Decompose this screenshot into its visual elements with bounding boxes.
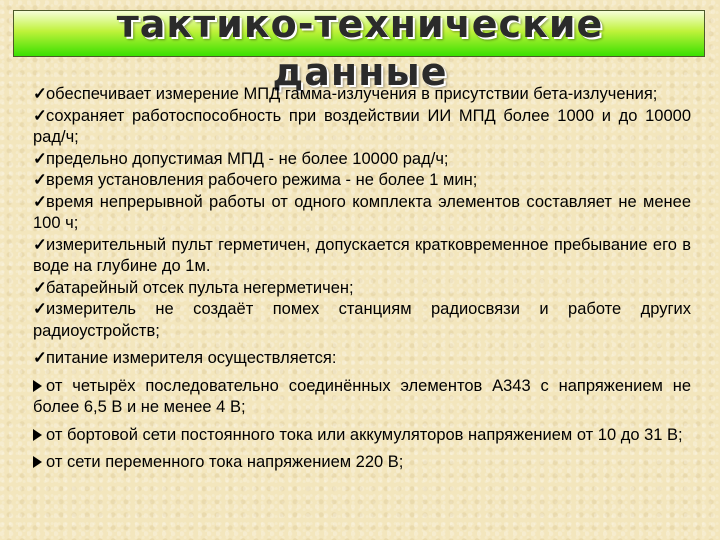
item-text: измеритель не создаёт помех станциям радиосвязи и работе других радиоустройств; [33, 300, 691, 340]
list-item [33, 299, 691, 342]
item-text: от бортовой сети постоянного тока или аккумуляторов напряжением от 10 до 31 В; [46, 425, 683, 444]
list-item [33, 348, 691, 370]
item-text: сохраняет работоспособность при воздействии ИИ МПД более 1000 и до 10000 рад/ч; [33, 106, 691, 146]
item-text: предельно допустимая МПД - не более 10000 рад/ч; [46, 149, 449, 168]
list-item [33, 149, 691, 171]
checkmark-icon: ✓ [33, 235, 47, 254]
checkmark-icon: ✓ [33, 300, 47, 318]
checkmark-icon: ✓ [33, 149, 47, 168]
specs-list [33, 84, 691, 474]
list-item [33, 170, 691, 192]
checkmark-icon: ✓ [33, 106, 47, 125]
list-item [33, 452, 691, 474]
checkmark-icon: ✓ [33, 171, 47, 189]
item-text: от сети переменного тока напряжением 220 В; [46, 453, 404, 471]
item-text: обеспечивает измерение МПД гамма-излучения в присутствии бета-излучения; [46, 85, 658, 103]
list-item [33, 106, 691, 149]
list-item [33, 84, 691, 106]
slide-title [0, 0, 720, 96]
title-line-2: данные [272, 50, 448, 94]
checkmark-icon: ✓ [33, 278, 47, 297]
item-text: батарейный отсек пульта негерметичен; [46, 278, 354, 297]
list-item [33, 278, 691, 300]
checkmark-icon: ✓ [33, 85, 47, 103]
arrow-right-icon [33, 429, 42, 441]
list-item [33, 376, 691, 419]
checkmark-icon: ✓ [33, 192, 47, 211]
title-line-1: тактико-технические [116, 2, 604, 46]
item-text: измерительный пульт герметичен, допускается кратковременное пребывание его в воде на глубине до 1м. [33, 235, 691, 275]
list-item [33, 192, 691, 235]
item-text: время непрерывной работы от одного комплекта элементов составляет не менее 100 ч; [33, 192, 691, 232]
list-item [33, 235, 691, 278]
item-text: питание измерителя осуществляется: [46, 349, 337, 367]
arrow-right-icon [33, 380, 42, 392]
arrow-right-icon [33, 456, 42, 468]
item-text: время установления рабочего режима - не более 1 мин; [46, 171, 478, 189]
item-text: от четырёх последовательно соединённых элементов А343 с напряжением не более 6,5 В и не менее 4 В; [33, 376, 691, 416]
list-item [33, 425, 691, 447]
checkmark-icon: ✓ [33, 349, 47, 367]
